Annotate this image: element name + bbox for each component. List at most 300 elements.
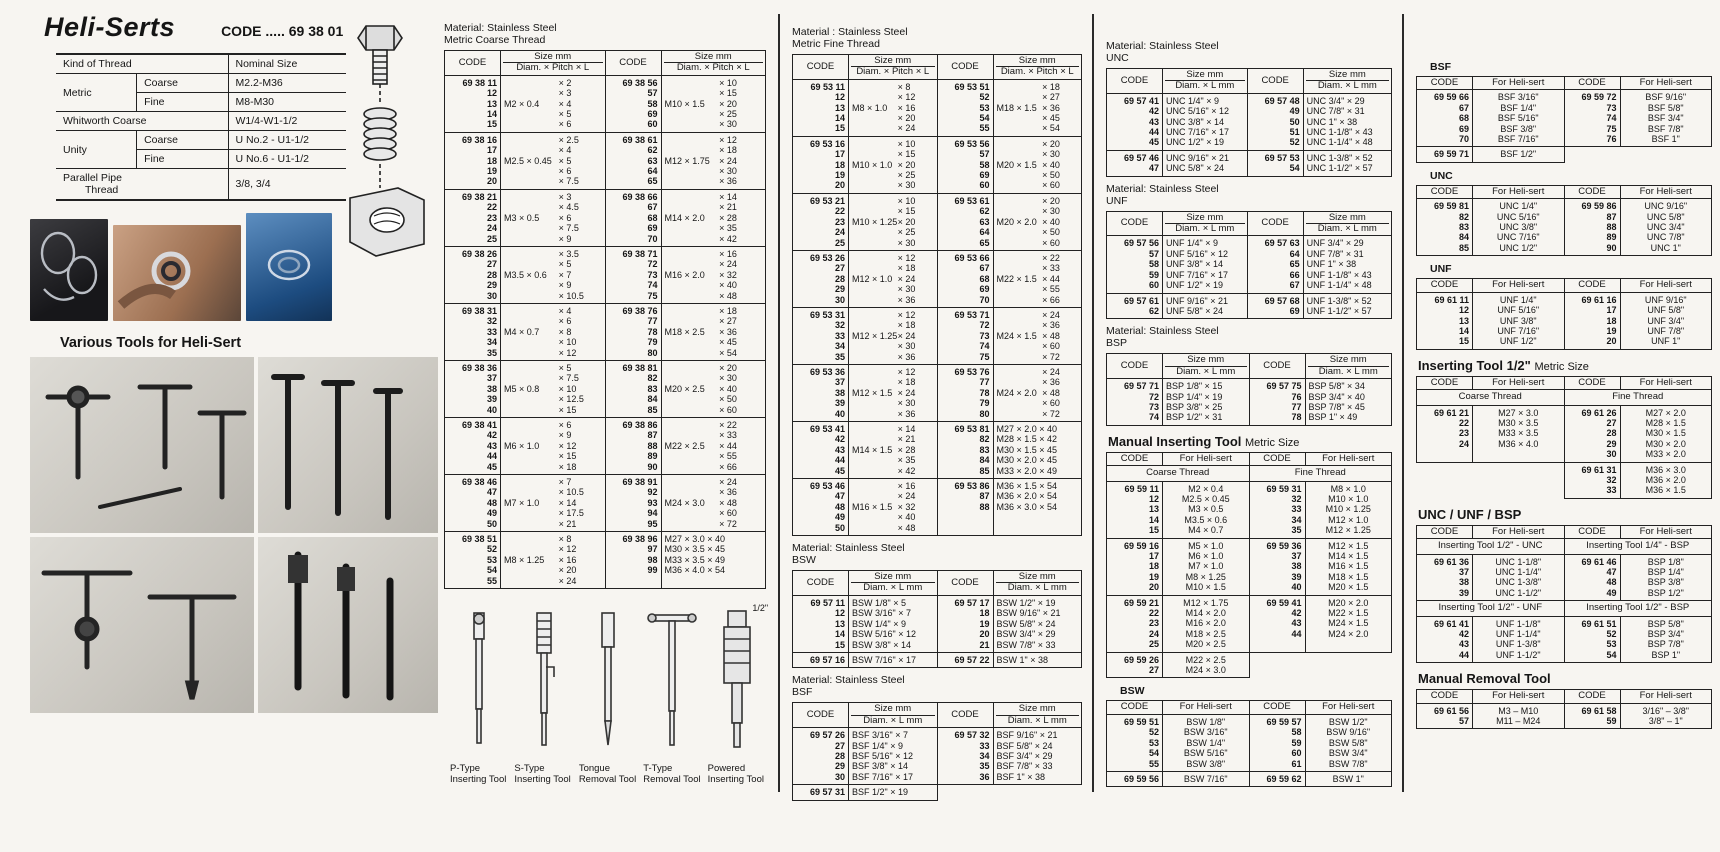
header-row <box>1107 701 1392 714</box>
code-line: 44 <box>834 455 845 466</box>
size-line <box>504 306 602 316</box>
header-cell: For Heli-sert <box>1473 77 1565 90</box>
size-cell <box>1163 379 1250 426</box>
code-line: 27 <box>486 259 497 270</box>
material-label: Material: Stainless Steel <box>1106 40 1219 52</box>
header-cell <box>1303 211 1391 236</box>
length-value: × 36 <box>897 294 916 305</box>
header-cell: For Heli-sert <box>1620 185 1712 198</box>
header-sub: Diam. × Pitch × L <box>856 66 930 78</box>
code-line: 75 <box>979 351 990 362</box>
size-line <box>665 119 763 129</box>
length-value: × 60 <box>1042 341 1060 352</box>
size-line: UNC 7/8" <box>1646 232 1685 243</box>
diam-pitch <box>665 192 720 202</box>
header-row <box>793 703 1082 728</box>
diam-pitch <box>665 430 720 440</box>
header-sub: Diam. × L mm <box>1317 80 1377 92</box>
size-line: UNC 9/16" <box>1644 201 1688 212</box>
size-line <box>852 170 934 180</box>
diam-pitch <box>997 92 1043 102</box>
code-line: 18 <box>1606 315 1617 326</box>
size-line: UNF 7/16" <box>1497 325 1540 336</box>
size-cell <box>993 136 1082 193</box>
size-line: BSF 1" × 38 <box>996 771 1045 782</box>
diam-pitch: M2.5 × 0.45 <box>504 155 552 166</box>
size-cell <box>1163 595 1250 652</box>
size-line: BSW 3/8" × 14 <box>852 639 911 650</box>
code-line: 67 <box>1289 280 1300 291</box>
coarse-label: Coarse <box>137 74 228 93</box>
length-value: × 40 <box>1042 159 1060 170</box>
size-line <box>504 192 602 202</box>
size-line: BSF 1/4" × 9 <box>852 740 903 751</box>
unf-steel-table-wrap <box>1106 211 1392 320</box>
size-line: BSF 9/16" <box>1645 92 1687 103</box>
code-line: 23 <box>486 212 497 223</box>
diam-pitch <box>852 320 898 330</box>
size-cell <box>1305 771 1392 786</box>
size-line: BSP 3/4" × 40 <box>1308 391 1365 402</box>
code-line: 87 <box>1606 211 1617 222</box>
data-table <box>1416 525 1712 663</box>
size-line <box>665 145 763 155</box>
diam-pitch <box>504 534 559 544</box>
length-value: × 30 <box>1042 149 1060 160</box>
code-line: 69 <box>979 170 990 181</box>
size-line: BSW 7/8" <box>1328 758 1368 769</box>
table-row <box>793 364 1082 421</box>
diam-pitch <box>852 206 898 216</box>
length-value: × 66 <box>1042 294 1060 305</box>
size-line <box>852 398 934 408</box>
size-line: M24 × 1.5 <box>1328 618 1369 629</box>
code-line: 20 <box>1606 336 1617 347</box>
band-cell: Fine Thread <box>1564 390 1712 405</box>
diam-pitch: M22 × 2.5 <box>664 440 705 451</box>
size-cell <box>1303 150 1391 176</box>
code-line: 28 <box>834 273 845 284</box>
length-value: × 10 <box>558 383 577 394</box>
code-line: 43 <box>1148 116 1159 127</box>
code-cell <box>1107 771 1163 786</box>
length-value: × 44 <box>1042 273 1060 284</box>
code-line: 54 <box>1148 748 1159 759</box>
length-value: × 30 <box>719 166 737 177</box>
header-row <box>793 571 1082 596</box>
length-value: × 4 <box>558 145 572 156</box>
size-line: M2.5 × 0.45 <box>1181 493 1230 504</box>
code-line: 24 <box>834 227 845 238</box>
size-cell <box>1163 236 1248 293</box>
length-value: × 42 <box>719 233 737 244</box>
code-cell <box>605 418 661 475</box>
header-cell <box>849 571 938 596</box>
size-line: BSF 5/8" <box>1647 102 1684 113</box>
code-cell <box>1107 714 1163 771</box>
unc-unf-bsp-table-wrap <box>1416 525 1712 663</box>
length-value: × 22 <box>719 420 737 430</box>
bsw-tool-title: BSW <box>1120 685 1145 698</box>
diam-pitch: M20 × 2.5 <box>664 383 705 394</box>
size-cell <box>1473 199 1565 256</box>
length-value: × 12 <box>719 134 737 145</box>
code-line: 69 57 61 <box>1123 295 1159 306</box>
diam-pitch <box>504 109 559 119</box>
code-cell <box>1564 703 1620 729</box>
code-cell <box>1249 714 1305 771</box>
diam-pitch <box>852 238 898 248</box>
diam-pitch <box>665 291 720 301</box>
size-line: BSF 5/16" <box>1497 113 1539 124</box>
metric-label: Metric <box>56 74 137 112</box>
length-value: × 9 <box>558 233 572 244</box>
code-line: 34 <box>979 750 990 761</box>
diam-pitch: M16 × 1.5 <box>852 501 893 512</box>
size-line <box>504 119 602 129</box>
metric-fine-table-wrap <box>792 54 1082 536</box>
code-line: 69 57 31 <box>809 787 845 798</box>
diam-pitch: M3.5 × 0.6 <box>504 269 547 280</box>
diam-pitch <box>665 420 720 430</box>
diam-pitch <box>852 455 898 465</box>
size-line: M20 × 1.5 <box>1328 582 1369 593</box>
diam-pitch <box>504 451 559 461</box>
code-line: 69 53 86 <box>954 481 990 492</box>
size-line <box>997 331 1079 341</box>
code-line: 69 57 53 <box>1264 152 1300 163</box>
size-line <box>665 234 763 244</box>
diam-pitch <box>997 341 1043 351</box>
length-value: × 24 <box>897 123 916 134</box>
size-cell <box>501 189 606 246</box>
diam-pitch <box>852 92 898 102</box>
code-line: 32 <box>1606 474 1617 485</box>
size-cell <box>849 595 938 652</box>
header-top: Size mm <box>1306 213 1389 224</box>
length-value: × 30 <box>719 119 737 130</box>
diam-pitch <box>665 519 720 529</box>
size-line <box>997 352 1079 362</box>
diam-pitch <box>852 367 898 377</box>
code-line: 77 <box>1291 401 1302 412</box>
diam-pitch <box>665 373 720 383</box>
code-line: 69 38 51 <box>461 534 497 545</box>
length-value: × 36 <box>897 351 916 362</box>
size-line: M20 × 2.0 <box>1328 597 1369 608</box>
size-line: M36 × 4.0 × 54 <box>664 565 726 576</box>
header-cell: CODE <box>1417 77 1473 90</box>
size-line: M36 × 3.0 <box>1645 464 1686 475</box>
code-line: 58 <box>979 159 990 170</box>
code-line: 64 <box>647 166 658 177</box>
code-line: 14 <box>834 629 845 640</box>
header-cell: CODE <box>1417 279 1473 292</box>
code-line: 72 <box>979 320 990 331</box>
header-top: Size mm <box>851 56 935 67</box>
code-line: 35 <box>834 351 845 362</box>
length-value: × 10.5 <box>558 290 584 301</box>
length-value: × 36 <box>719 326 737 337</box>
diam-pitch <box>852 263 898 273</box>
code-line: 89 <box>647 451 658 462</box>
code-line: 69 53 16 <box>809 138 845 149</box>
diam-pitch <box>852 523 898 533</box>
size-line: UNC 1/2" × 19 <box>1166 137 1224 148</box>
diam-pitch <box>665 451 720 461</box>
diam-pitch: M5 × 0.8 <box>504 383 540 394</box>
table-row <box>1417 292 1712 349</box>
length-value: × 5 <box>558 362 572 373</box>
code-line: 69 38 66 <box>622 191 658 202</box>
diam-pitch <box>997 352 1043 362</box>
code-line: 69 53 31 <box>809 309 845 320</box>
size-line <box>997 295 1079 305</box>
size-line: BSP 1/4" <box>1647 567 1684 577</box>
code-line: 69 38 81 <box>622 362 658 373</box>
size-cell <box>849 728 938 785</box>
diam-pitch <box>997 82 1043 92</box>
code-line: 69 61 31 <box>1581 464 1617 475</box>
size-line <box>504 534 602 544</box>
thread-label: UNF <box>1106 194 1128 207</box>
size-line: M12 × 1.5 <box>1328 540 1369 551</box>
length-value: × 60 <box>1042 398 1060 409</box>
size-line: BSF 3/16" × 7 <box>852 730 908 741</box>
diam-pitch <box>997 367 1043 377</box>
length-value: × 35 <box>897 455 916 466</box>
size-line: M5 × 1.0 <box>1188 540 1224 551</box>
code-line: 13 <box>1148 504 1159 515</box>
code-line: 95 <box>647 518 658 529</box>
table-row <box>793 785 1082 800</box>
thread-label: BSF <box>792 686 813 699</box>
code-cell <box>1107 481 1163 538</box>
size-line: BSF 7/8" × 33 <box>996 761 1053 772</box>
code-line: 24 <box>486 223 497 234</box>
size-line: BSP 3/8" <box>1647 577 1684 588</box>
code-line: 19 <box>486 166 497 177</box>
code-line: 74 <box>647 280 658 291</box>
length-value: × 60 <box>719 508 737 519</box>
length-value: × 24 <box>1042 366 1060 377</box>
code-cell <box>793 479 849 536</box>
diam-pitch: M12 × 1.0 <box>852 273 893 284</box>
size-line <box>504 462 602 472</box>
code-line: 27 <box>1148 665 1159 676</box>
table-row <box>793 652 1082 667</box>
code-cell <box>937 136 993 193</box>
unity-label: Unity <box>56 131 137 169</box>
size-line: M30 × 1.5 <box>1645 428 1686 439</box>
size-line: UNF 7/8" <box>1647 325 1685 336</box>
diam-pitch <box>852 409 898 419</box>
size-line: M36 × 2.0 <box>1645 474 1686 485</box>
size-line: M10 × 1.5 <box>1185 582 1226 593</box>
length-value: × 16 <box>558 554 577 565</box>
tool-photo-cylindrical-tools <box>258 537 438 713</box>
size-cell <box>993 364 1082 421</box>
header-cell: For Heli-sert <box>1473 279 1565 292</box>
size-line: UNF 1-1/4" <box>1495 629 1541 640</box>
size-line <box>504 316 602 326</box>
size-line <box>852 341 934 351</box>
size-line: BSW 1/8" × 5 <box>852 597 906 608</box>
table-row <box>1107 93 1392 150</box>
size-line <box>852 196 934 206</box>
band-cell: Inserting Tool 1/4" - BSP <box>1564 539 1712 554</box>
length-value: × 48 <box>897 522 916 533</box>
table-row <box>445 475 766 532</box>
size-line: M20 × 2.5 <box>1185 639 1226 650</box>
size-cell <box>1473 554 1565 601</box>
diam-pitch <box>665 166 720 176</box>
code-line: 49 <box>1289 106 1300 117</box>
unc-tool-title: UNC <box>1430 169 1453 182</box>
size-line: UNF 3/8" × 14 <box>1166 259 1223 270</box>
header-cell: CODE <box>937 703 993 728</box>
page-title: Heli-Serts <box>44 12 176 42</box>
code-line: 68 <box>1458 113 1469 124</box>
table-row <box>1107 595 1392 652</box>
header-cell: CODE <box>1417 525 1473 538</box>
unc-unf-bsp-column <box>1092 0 1402 852</box>
diam-pitch: M4 × 0.7 <box>504 326 540 337</box>
header-cell <box>1163 211 1248 236</box>
size-line: UNC 1/2" <box>1499 242 1538 253</box>
length-value: × 10.5 <box>558 487 584 498</box>
size-line: UNC 3/8" × 14 <box>1166 116 1224 127</box>
code-line: 52 <box>1148 727 1159 738</box>
code-cell <box>1417 147 1473 162</box>
length-value: × 7 <box>558 477 572 488</box>
diam-pitch <box>504 88 559 98</box>
code-line: 52 <box>1289 137 1300 148</box>
code-line: 55 <box>1148 758 1159 769</box>
code-line: 68 <box>647 212 658 223</box>
size-line: BSW 5/16" <box>1183 748 1228 759</box>
table-row <box>445 532 766 589</box>
diam-pitch <box>665 109 720 119</box>
length-value: × 10 <box>897 138 916 149</box>
tools-codes-column <box>1402 0 1720 852</box>
length-value: × 7.5 <box>558 223 579 234</box>
t-type-removal-tool-drawing: T-Type Removal Tool <box>643 607 701 785</box>
code-line: 75 <box>647 290 658 301</box>
diam-pitch <box>997 310 1043 320</box>
length-value: × 3 <box>558 88 572 99</box>
header-cell: CODE <box>1564 690 1620 703</box>
size-line: BSW 1/2" <box>1328 716 1368 727</box>
code-line: 44 <box>1148 127 1159 138</box>
size-cell <box>501 303 606 360</box>
length-value: × 20 <box>1042 138 1060 149</box>
band-cell: Inserting Tool 1/2" - UNC <box>1417 539 1565 554</box>
size-line <box>997 274 1079 284</box>
code-line: 80 <box>979 408 990 419</box>
size-cell <box>661 189 766 246</box>
code-cell <box>937 785 993 800</box>
size-cell <box>849 785 938 800</box>
diam-pitch <box>997 263 1043 273</box>
size-line <box>504 259 602 269</box>
size-line: UNC 1" <box>1650 242 1681 253</box>
code-line: 20 <box>486 176 497 187</box>
code-line: 69 38 41 <box>461 420 497 430</box>
code-line: 65 <box>647 176 658 187</box>
unity-coarse-value: U No.2 - U1-1/2 <box>228 131 346 150</box>
code-line: 64 <box>1289 248 1300 259</box>
diam-pitch: M18 × 2.5 <box>664 326 705 337</box>
header-cell: For Heli-sert <box>1620 376 1712 389</box>
length-value: × 4.5 <box>558 202 579 213</box>
code-line: 84 <box>979 455 990 466</box>
size-line <box>504 99 602 109</box>
code-line: 45 <box>834 465 845 476</box>
code-line: 69 59 66 <box>1433 92 1469 103</box>
code-cell <box>1107 93 1163 150</box>
size-line: M10 × 1.0 <box>1328 493 1369 504</box>
size-line <box>665 176 763 186</box>
header-cell: CODE <box>1107 452 1163 465</box>
table-row <box>793 422 1082 479</box>
code-line: 63 <box>979 216 990 227</box>
code-line: 53 <box>1606 639 1617 650</box>
size-line <box>852 295 934 305</box>
code-line: 17 <box>834 149 845 160</box>
diam-pitch <box>852 434 898 444</box>
size-line: UNF 5/16" <box>1497 305 1540 316</box>
size-cell <box>1473 703 1565 729</box>
size-line <box>852 82 934 92</box>
size-line <box>504 234 602 244</box>
header-cell: CODE <box>1247 211 1303 236</box>
size-cell <box>993 595 1082 652</box>
code-line: 69 57 11 <box>810 597 845 608</box>
length-value: × 2.5 <box>558 134 579 145</box>
code-line: 69 53 11 <box>810 81 845 92</box>
code-cell <box>1417 405 1473 462</box>
code-line: 84 <box>1458 232 1469 243</box>
catalog-code: CODE ..... 69 38 01 <box>221 23 344 39</box>
code-line: 51 <box>1289 127 1300 138</box>
diam-pitch: M8 × 1.0 <box>852 102 888 113</box>
size-line: UNF 1-1/8" <box>1495 618 1541 629</box>
size-line: UNF 1/2" × 19 <box>1166 280 1223 291</box>
bsf-tool-title: BSF <box>1430 61 1451 73</box>
unf-tool-title: UNF <box>1430 263 1452 276</box>
code-line: 43 <box>486 440 497 451</box>
size-line: UNC 1-1/8" <box>1495 556 1542 567</box>
size-cell <box>501 532 606 589</box>
code-line: 43 <box>1291 618 1302 629</box>
size-cell <box>1303 93 1391 150</box>
size-line <box>504 576 602 586</box>
size-line: UNF 3/4" × 29 <box>1306 238 1364 249</box>
code-cell <box>793 79 849 136</box>
code-line: 69 53 36 <box>809 366 845 377</box>
length-value: × 7.5 <box>558 176 579 187</box>
diam-pitch: M8 × 1.25 <box>504 554 545 565</box>
size-line <box>852 434 934 444</box>
code-cell <box>793 136 849 193</box>
diam-pitch: M12 × 1.25 <box>852 330 898 341</box>
diam-pitch <box>504 477 559 487</box>
length-value: × 6 <box>558 420 572 430</box>
code-cell <box>445 418 501 475</box>
code-line: 54 <box>486 565 497 576</box>
table-row <box>793 79 1082 136</box>
